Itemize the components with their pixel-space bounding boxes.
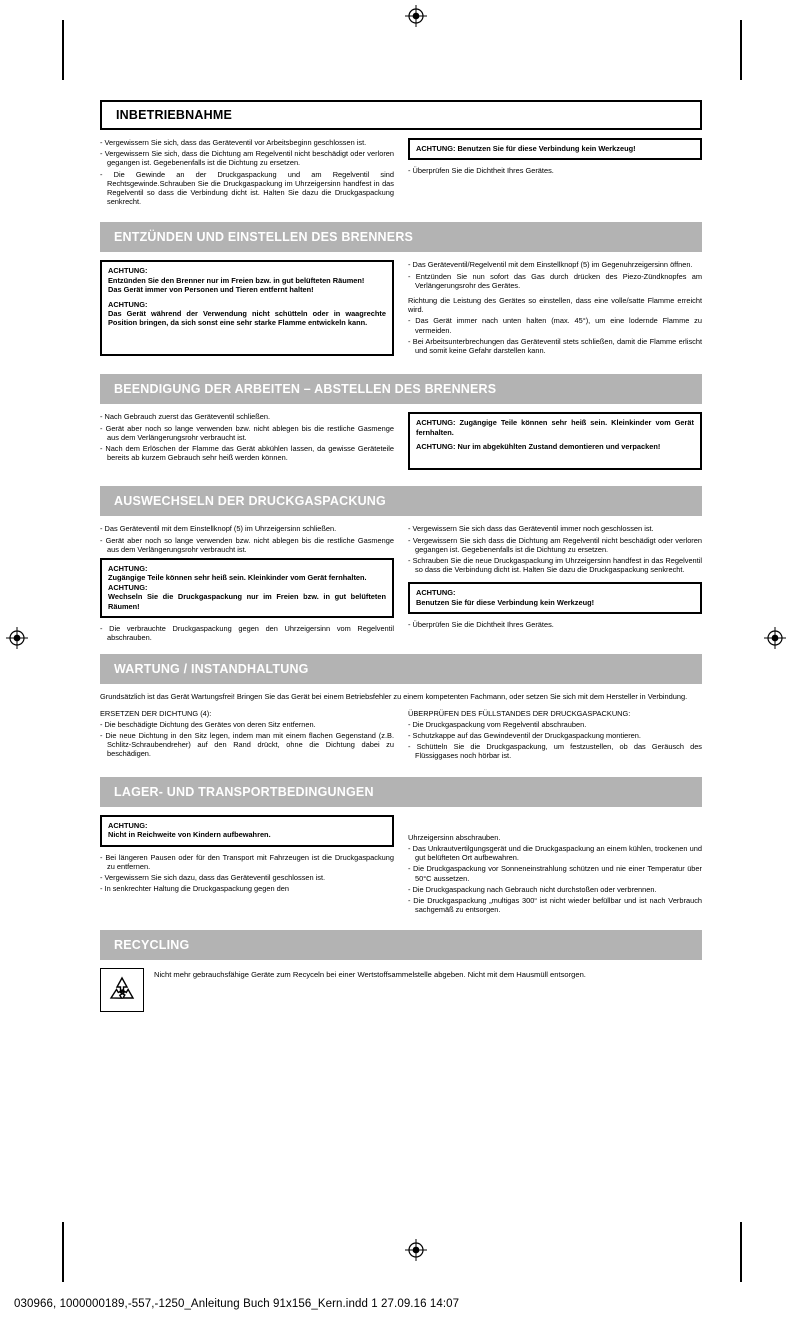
attention-text: ACHTUNG: Benutzen Sie für diese Verbindung kein Werkzeug!	[416, 144, 636, 153]
column-right	[408, 138, 702, 208]
section-title: INBETRIEBNAHME	[116, 108, 232, 122]
paragraph: - Das Unkrautvertilgungsgerät und die Druckgaspackung an einem kühlen, trockenen und gut belüfteten Ort aufbewahren.	[408, 843, 702, 863]
paragraph: - Vergewissern Sie sich, dass das Geräteventil vor Arbeitsbeginn geschlossen ist.	[100, 138, 367, 147]
registration-mark-right	[764, 627, 786, 649]
attention-text: Benutzen Sie für diese Verbindung kein Werkzeug!	[416, 597, 595, 607]
crop-mark-bottom-right	[740, 1222, 742, 1282]
section-title: BEENDIGUNG DER ARBEITEN – ABSTELLEN DES BRENNERS	[114, 382, 497, 397]
attention-label: ACHTUNG:	[416, 588, 456, 598]
crop-mark-top-left	[62, 20, 64, 80]
recycling-text: Nicht mehr gebrauchsfähige Geräte zum Recyceln bei einer Wertstoffsammelstelle abgeben. Nicht mit dem Hausmüll entsorgen.	[154, 970, 586, 980]
paragraph: Grundsätzlich ist das Gerät Wartungsfrei! Bringen Sie das Gerät bei einem Betriebsfehler zu einem kompetenten Fachmann, oder setzen Sie sich mit dem Hersteller in Verbindung.	[100, 692, 688, 702]
section-body-beendigung	[100, 412, 702, 476]
attention-box	[408, 138, 702, 160]
paragraph: - Vergewissern Sie sich dass die Dichtung am Regelventil nicht beschädigt oder verloren gegangen ist. Gegebenenfalls ist die Dichtung zu ersetzen.	[408, 535, 702, 554]
attention-text: ACHTUNG: Zugängige Teile können sehr heiß sein. Kleinkinder vom Gerät fernhalten.	[416, 418, 694, 437]
section-header-lager	[100, 777, 702, 807]
paragraph: - Vergewissern Sie sich dazu, dass das Geräteventil geschlossen ist.	[100, 872, 326, 882]
column-right	[408, 524, 702, 644]
section-header-entzuenden	[100, 222, 702, 252]
paragraph: - Bei längeren Pausen oder für den Transport mit Fahrzeugen ist die Druckgaspackung zu entfernen.	[100, 852, 394, 871]
column-right	[408, 412, 702, 476]
paragraph: - Die verbrauchte Druckgaspackung gegen den Uhrzeigersinn vom Regelventil abschrauben.	[100, 624, 394, 643]
paragraph: - Überprüfen Sie die Dichtheit Ihres Gerätes.	[408, 166, 554, 176]
paragraph: - Entzünden Sie nun sofort das Gas durch drücken des Piezo-Zündknopfes am Verlängerungsrohr des Gerätes.	[408, 271, 702, 290]
subheading: ERSETZEN DER DICHTUNG (4):	[100, 708, 212, 718]
paragraph: - Schutzkappe auf das Gewindeventil der Druckgaspackung montieren.	[408, 731, 641, 741]
section-title: RECYCLING	[114, 938, 190, 953]
paragraph: - Das Gerät immer nach unten halten (max. 45°), um eine lodernde Flamme zu vermeiden.	[408, 316, 702, 335]
subheading: ÜBERPRÜFEN DES FÜLLSTANDES DER DRUCKGASPACKUNG:	[408, 708, 631, 718]
section-body-recycling	[100, 968, 702, 1012]
section-body-wartung	[100, 692, 702, 701]
section-body-wartung-columns	[100, 709, 702, 763]
paragraph: - Vergewissern Sie sich dass das Geräteventil immer noch geschlossen ist.	[408, 524, 654, 534]
paragraph: - Die beschädigte Dichtung des Gerätes von deren Sitz entfernen.	[100, 719, 316, 729]
column-right	[408, 260, 702, 362]
attention-label: ACHTUNG:	[108, 299, 148, 309]
paragraph: - Die Druckgaspackung vor Sonneneinstrahlung schützen und nie einer Temperatur über 50°C aussetzen.	[408, 864, 702, 883]
paragraph: - Die Druckgaspackung „multigas 300“ ist nicht wieder befüllbar und ist nach Verbrauch sachgemäß zu entsorgen.	[408, 895, 702, 915]
paragraph: Uhrzeigersinn abschrauben.	[408, 832, 501, 842]
registration-mark-bottom	[405, 1239, 427, 1261]
manual-page	[100, 100, 702, 1160]
attention-label: ACHTUNG:	[108, 564, 148, 574]
paragraph: - Bei Arbeitsunterbrechungen das Geräteventil stets schließen, damit die Flamme erlischt und somit keine Gefahr darstellen kann.	[408, 336, 702, 356]
attention-box	[100, 260, 394, 356]
paragraph: - Nach Gebrauch zuerst das Geräteventil schließen.	[100, 412, 271, 422]
column-right	[408, 709, 702, 763]
attention-text: Entzünden Sie den Brenner nur im Freien bzw. in gut belüfteten Räumen!	[108, 275, 365, 285]
column-left	[100, 815, 394, 917]
column-left	[100, 412, 394, 476]
paragraph: Richtung die Leistung des Gerätes so einstellen, dass eine volle/satte Flamme erreicht wird.	[408, 296, 702, 315]
attention-text: Das Gerät immer von Personen und Tieren entfernt halten!	[108, 285, 314, 295]
paragraph: - Schütteln Sie die Druckgaspackung, um festzustellen, ob das Geräusch des Flüssiggases noch hörbar ist.	[408, 742, 702, 761]
registration-mark-left	[6, 627, 28, 649]
section-body-inbetriebnahme	[100, 138, 702, 208]
paragraph: - Vergewissern Sie sich, dass die Dichtung am Regelventil nicht beschädigt oder verloren gegangen ist. Gegebenenfalls ist die Dichtung zu ersetzen.	[100, 149, 394, 168]
registration-mark-top	[405, 5, 427, 27]
section-header-recycling	[100, 930, 702, 960]
column-left	[100, 138, 394, 208]
column-left	[100, 260, 394, 362]
attention-text: ACHTUNG: Nur im abgekühlten Zustand demontieren und verpacken!	[416, 442, 661, 452]
attention-text: Das Gerät während der Verwendung nicht schütteln oder in waagrechte Position bringen, da sich sonst eine sehr starke Flamme entwickeln kann.	[108, 309, 386, 328]
column-right	[408, 815, 702, 917]
paragraph: - Überprüfen Sie die Dichtheit Ihres Gerätes.	[408, 620, 554, 630]
section-body-entzuenden	[100, 260, 702, 362]
print-footer: 030966, 1000000189,-557,-1250_Anleitung Buch 91x156_Kern.indd 1 27.09.16 14:07	[14, 1298, 460, 1310]
paragraph: - Die Druckgaspackung vom Regelventil abschrauben.	[408, 719, 587, 729]
attention-box	[408, 412, 702, 470]
paragraph: - Schrauben Sie die neue Druckgaspackung im Uhrzeigersinn handfest in das Regelventil so dass die Verbindung dicht ist. Halten Sie dazu die Druckgaspackung senkrecht.	[408, 556, 702, 575]
paragraph: - Das Geräteventil/Regelventil mit dem Einstellknopf (5) im Gegenuhrzeigersinn öffnen.	[408, 260, 693, 270]
attention-label: ACHTUNG:	[108, 266, 148, 276]
attention-text: Wechseln Sie die Druckgaspackung nur im Freien bzw. in gut belüfteten Räumen!	[108, 592, 386, 611]
crop-mark-bottom-left	[62, 1222, 64, 1282]
section-header-beendigung	[100, 374, 702, 404]
crop-mark-top-right	[740, 20, 742, 80]
attention-box	[100, 558, 394, 618]
section-title: AUSWECHSELN DER DRUCKGASPACKUNG	[114, 494, 386, 509]
attention-box	[408, 582, 702, 614]
attention-text: Nicht in Reichweite von Kindern aufbewahren.	[108, 830, 271, 840]
paragraph: - In senkrechter Haltung die Druckgaspackung gegen den	[100, 884, 289, 894]
section-title: WARTUNG / INSTANDHALTUNG	[114, 662, 309, 677]
recycling-icon	[100, 968, 144, 1012]
section-header-auswechseln	[100, 486, 702, 516]
section-title: LAGER- UND TRANSPORTBEDINGUNGEN	[114, 784, 374, 799]
column-left	[100, 524, 394, 644]
paragraph: - Nach dem Erlöschen der Flamme das Gerät abkühlen lassen, da gewisse Geräteteile bereits ab kurzem Gebrauch sehr heiß werden können.	[100, 444, 394, 463]
paragraph: - Gerät aber noch so lange verwenden bzw. nicht ablegen bis die restliche Gasmenge aus dem Verlängerungsrohr verbraucht ist.	[100, 535, 394, 554]
column-left	[100, 709, 394, 763]
section-header-inbetriebnahme	[100, 100, 702, 130]
attention-box	[100, 815, 394, 847]
section-header-wartung	[100, 654, 702, 684]
paragraph: - Die Druckgaspackung nach Gebrauch nicht durchstoßen oder verbrennen.	[408, 884, 657, 894]
paragraph: - Gerät aber noch so lange verwenden bzw. nicht ablegen bis die restliche Gasmenge aus dem Verlängerungsrohr verbraucht ist.	[100, 423, 394, 442]
paragraph: - Die neue Dichtung in den Sitz legen, indem man mit einem flachen Gegenstand (z.B. Schlitz-Schraubendreher) auf den Rand drückt, ohne die Dichtung dabei zu beschädigen.	[100, 731, 394, 759]
attention-label: ACHTUNG:	[108, 582, 148, 592]
section-body-auswechseln	[100, 524, 702, 644]
section-body-lager	[100, 815, 702, 917]
paragraph: - Das Geräteventil mit dem Einstellknopf (5) im Uhrzeigersinn schließen.	[100, 524, 337, 534]
attention-text: Zugängige Teile können sehr heiß sein. Kleinkinder vom Gerät fernhalten.	[108, 573, 367, 583]
paragraph: - Die Gewinde an der Druckgaspackung und am Regelventil sind Rechtsgewinde.Schrauben Sie die Druckgaspackung im Uhrzeigersinn handfest in das Regelventil so dass die Verbindung dicht ist. Halten Sie dazu die Druckgaspackung senkrecht.	[100, 169, 394, 207]
attention-label: ACHTUNG:	[108, 820, 148, 830]
section-title: ENTZÜNDEN UND EINSTELLEN DES BRENNERS	[114, 230, 414, 245]
